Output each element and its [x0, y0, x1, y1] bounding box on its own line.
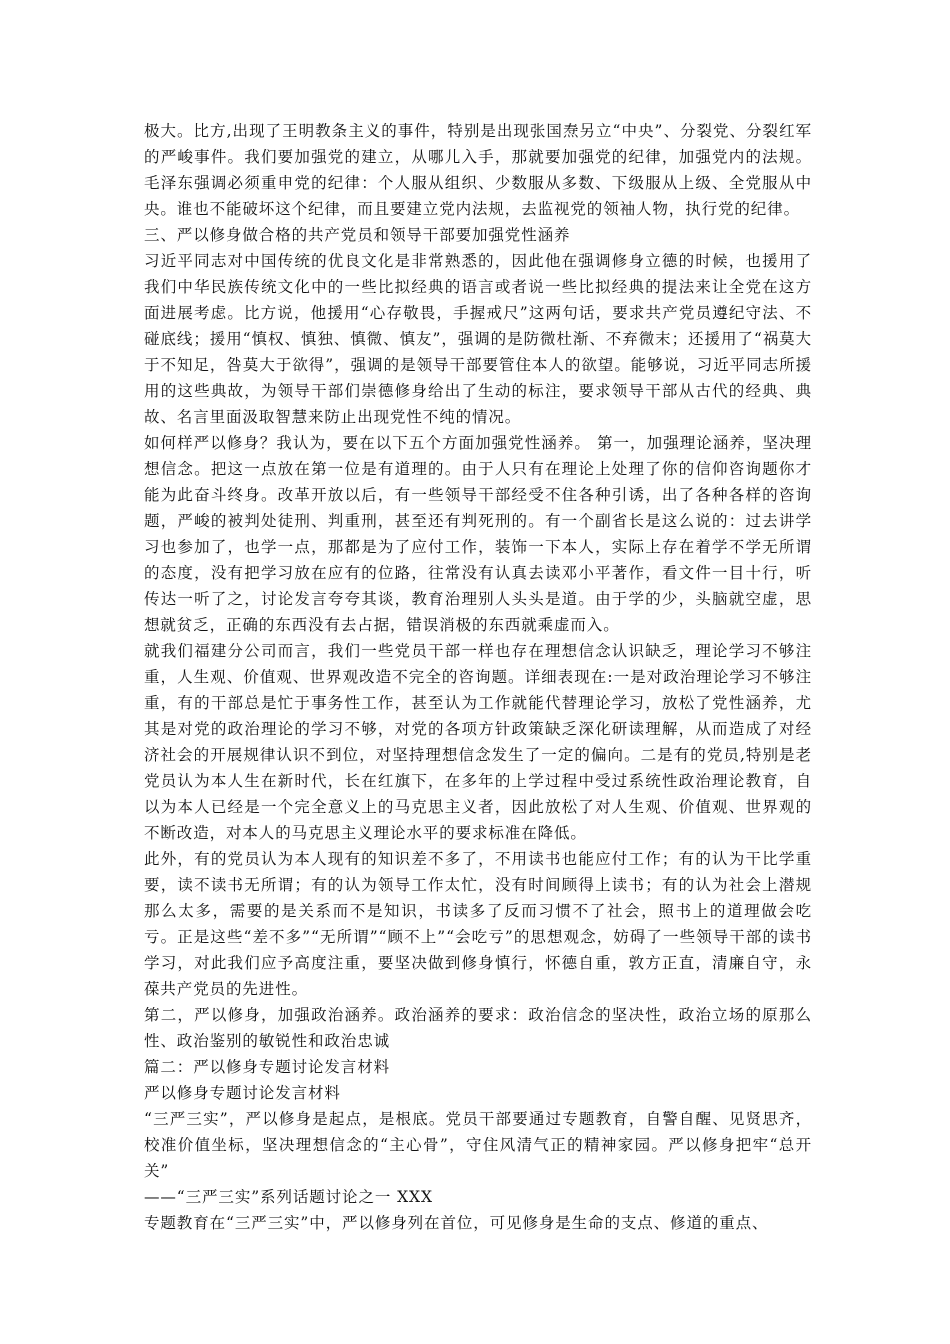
- paragraph-reading-attitudes: 此外，有的党员认为本人现有的知识差不多了，不用读书也能应付工作；有的认为干比学重要，读不读书无所谓；有的认为领导工作太忙，没有时间顾得上读书；有的认为社会上潜规那么太多，需要的是关系而不是知识，书读多了反而习惯不了社会，照书上的道理做会吃亏。正是这些“差不多”“无所谓”“顾不上”“会吃亏”的思想观念，妨碍了一些领导干部的读书学习，对此我们应予高度注重，要坚决做到修身慎行，怀德自重，敦方正直，清廉自守，永葆共产党员的先进性。: [144, 850, 812, 998]
- section-heading-three: 三、严以修身做合格的共产党员和领导干部要加强党性涵养: [144, 226, 571, 244]
- paragraph-special-education: 专题教育在“三严三实”中，严以修身列在首位，可见修身是生命的支点、修道的重点、: [144, 1214, 769, 1232]
- byline-series-topic: ——“三严三实”系列话题讨论之一 XXX: [144, 1188, 433, 1206]
- paragraph-classic-quotes: 习近平同志对中国传统的优良文化是非常熟悉的，因此他在强调修身立德的时候，也援用了我们中华民族传统文化中的一些比拟经典的语言或者说一些比拟经典的提法来让全党在这方面进展考虑。比方说，他援用“心存敬畏，手握戒尺”这两句话，要求共产党员遵纪守法、不碰底线；援用“慎权、慎独、慎微、慎友”，强调的是防微杜渐、不弃微末；还援用了“祸莫大于不知足，咎莫大于欲得”，强调的是领导干部要管住本人的欲望。能够说，习近平同志所援用的这些典故，为领导干部们崇德修身给出了生动的标注，要求领导干部从古代的经典、典故、名言里面汲取智慧来防止出现党性不纯的情况。: [144, 252, 812, 426]
- paragraph-three-stricts: “三严三实”，严以修身是起点，是根底。党员干部要通过专题教育，自警自醒、见贤思齐，校准价值坐标，坚决理想信念的“主心骨”，守住风清气正的精神家园。严以修身把牢“总开关”: [144, 1110, 812, 1180]
- paragraph-political-cultivation: 第二，严以修身，加强政治涵养。政治涵养的要求：政治信念的坚决性，政治立场的原那么性、政治鉴别的敏锐性和政治忠诚: [144, 1006, 812, 1050]
- paragraph-five-aspects: 如何样严以修身？我认为，要在以下五个方面加强党性涵养。 第一，加强理论涵养，坚决理想信念。把这一点放在第一位是有道理的。由于人只有在理论上处理了你的信仰咨询题你才能为此奋斗终身。改革开放以后，有一些领导干部经受不住各种引诱，出了各种各样的咨询题，严峻的被判处徒刑、判重刑，甚至还有判死刑的。有一个副省长是这么说的：过去讲学习也参加了，也学一点，那都是为了应付工作，装饰一下本人，实际上存在着学不学无所谓的态度，没有把学习放在应有的位路，往常没有认真去读邓小平著作，看文件一目十行，听传达一听了之，讨论发言夸夸其谈，教育治理别人头头是道。由于学的少，头脑就空虚，思想就贫乏，正确的东西没有去占据，错误消极的东西就乘虚而入。: [144, 434, 812, 634]
- section-heading-part-two: 篇二：严以修身专题讨论发言材料: [144, 1058, 391, 1076]
- paragraph-fujian-branch: 就我们福建分公司而言，我们一些党员干部一样也存在理想信念认识缺乏，理论学习不够注重，人生观、价值观、世界观改造不完全的咨询题。详细表现在:一是对政治理论学习不够注重，有的干部总是忙于事务性工作，甚至认为工作就能代替理论学习，放松了党性涵养，尤其是对党的政治理论的学习不够，对党的各项方针政策缺乏深化研读理解，从而造成了对经济社会的开展规律认识不到位，对坚持理想信念发生了一定的偏向。二是有的党员,特别是老党员认为本人生在新时代，长在红旗下，在多年的上学过程中受过系统性政治理论教育，自以为本人已经是一个完全意义上的马克思主义者，因此放松了对人生观、价值观、世界观的不断改造，对本人的马克思主义理论水平的要求标准在降低。: [144, 642, 812, 842]
- paragraph-party-discipline: 极大。比方,出现了王明教条主义的事件，特别是出现张国焘另立“中央”、分裂党、分裂红军的严峻事件。我们要加强党的建立，从哪儿入手，那就要加强党的纪律，加强党内的法规。毛泽东强调必须重申党的纪律：个人服从组织、少数服从多数、下级服从上级、全党服从中央。谁也不能破坏这个纪律，而且要建立党内法规，去监视党的领袖人物，执行党的纪律。: [144, 122, 812, 218]
- document-body: [144, 118, 812, 1236]
- subtitle-discussion-material: 严以修身专题讨论发言材料: [144, 1084, 341, 1102]
